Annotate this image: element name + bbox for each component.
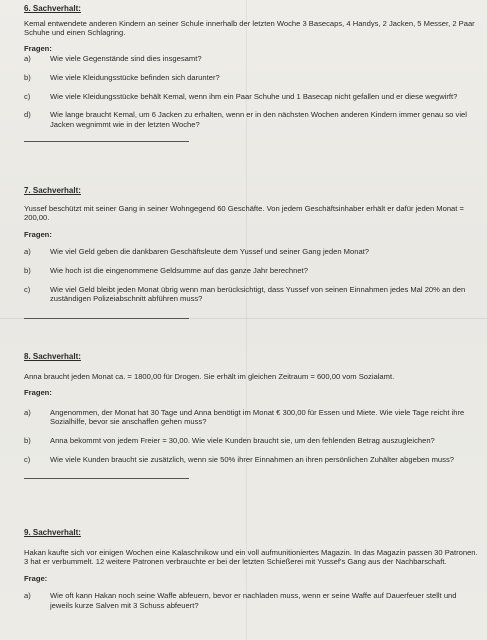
question-label: a) [24, 54, 31, 64]
question-text: Angenommen, der Monat hat 30 Tage und Anna benötigt im Monat € 300,00 für Essen und Miete. Wie viele Tage reicht ihre Sozialhilfe, bevor sie anschaffen gehen muss? [50, 407, 465, 427]
question-text: Wie viel Geld geben die dankbaren Geschäftsleute dem Yussef und seiner Gang jeden Monat? [50, 247, 370, 257]
question-label: b) [24, 435, 31, 445]
question-label: d) [24, 110, 31, 120]
question-text: Wie viele Kleidungsstücke befinden sich darunter? [50, 72, 220, 82]
section-7-fragen: Fragen: [24, 229, 52, 239]
question-8a [24, 408, 479, 427]
question-7b [24, 266, 479, 276]
question-label: c) [24, 284, 31, 294]
question-6d [24, 110, 479, 129]
question-label: b) [24, 265, 31, 275]
question-text: Wie viele Kunden braucht sie zusätzlich, wenn sie 50% ihrer Einnahmen an ihren persönlichen Zuhälter abgeben muss? [50, 454, 454, 464]
question-label: c) [24, 91, 31, 101]
section-9 [24, 528, 479, 611]
answer-line [24, 478, 189, 479]
question-7a [24, 247, 479, 257]
section-9-heading: 9. Sachverhalt: [24, 528, 81, 537]
section-8 [24, 352, 479, 479]
question-label: a) [24, 407, 31, 417]
question-text: Wie viel Geld bleibt jeden Monat übrig wenn man berücksichtigt, dass Yussef von seinen Einnahmen jedes Mal 20% an den zuständigen Polizeiabschnitt abführen muss? [50, 284, 466, 304]
question-label: a) [24, 247, 31, 257]
section-8-fragen: Fragen: [24, 388, 52, 398]
question-8b [24, 436, 479, 446]
question-label: a) [24, 591, 31, 601]
question-text: Wie viele Kleidungsstücke behält Kemal, wenn ihm ein Paar Schuhe und 1 Basecap nicht gefallen und er diese wegwirft? [50, 91, 458, 101]
section-6-intro: Kemal entwendete anderen Kindern an seiner Schule innerhalb der letzten Woche 3 Basecaps, 4 Handys, 2 Jacken, 5 Messer, 2 Paar Schuhe und einen Schlagring. [24, 18, 475, 38]
section-9-intro: Hakan kaufte sich vor einigen Wochen eine Kalaschnikow und ein voll aufmunitioniertes Magazin. In das Magazin passen 30 Patronen. 3 hat er verbummelt. 12 weitere Patronen verbrauchte er bei der letzten Schießerei mit Yussef's Gang aus der Nachbarschaft. [24, 547, 478, 567]
section-7-heading: 7. Sachverhalt: [24, 186, 81, 195]
question-label: c) [24, 454, 31, 464]
question-8c [24, 455, 479, 465]
section-6-fragen: Fragen: [24, 43, 52, 53]
question-text: Wie hoch ist die eingenommene Geldsumme auf das ganze Jahr berechnet? [50, 265, 308, 275]
question-text: Anna bekommt von jedem Freier = 30,00. Wie viele Kunden braucht sie, um den fehlenden Betrag auszugleichen? [50, 435, 435, 445]
section-7-intro: Yussef beschützt mit seiner Gang in seiner Wohngegend 60 Geschäfte. Von jedem Geschäftsinhaber erhält er dafür jeden Monat = 200,00. [24, 203, 464, 223]
section-9-frage: Frage: [24, 573, 48, 583]
section-8-intro: Anna braucht jeden Monat ca. = 1800,00 für Drogen. Sie erhält im gleichen Zeitraum = 600,00 vom Sozialamt. [24, 371, 395, 381]
answer-line [24, 318, 189, 319]
question-6a [24, 54, 479, 64]
question-text: Wie viele Gegenstände sind dies insgesamt? [50, 54, 202, 64]
question-7c [24, 285, 479, 304]
section-6 [24, 4, 479, 142]
question-text: Wie lange braucht Kemal, um 6 Jacken zu erhalten, wenn er in den nächsten Wochen anderen Kindern immer genau so viel Jacken wegnimmt wie in der letzten Woche? [50, 110, 467, 129]
question-label: b) [24, 72, 31, 82]
section-7 [24, 186, 479, 319]
question-6c [24, 92, 479, 102]
section-6-heading: 6. Sachverhalt: [24, 4, 81, 13]
section-8-heading: 8. Sachverhalt: [24, 352, 81, 361]
question-text: Wie oft kann Hakan noch seine Waffe abfeuern, bevor er nachladen muss, wenn er seine Waffe auf Dauerfeuer stellt und jeweils kurze Salven mit 3 Schuss abfeuert? [50, 591, 457, 610]
question-9a [24, 591, 479, 610]
answer-line [24, 141, 189, 142]
question-6b [24, 73, 479, 83]
